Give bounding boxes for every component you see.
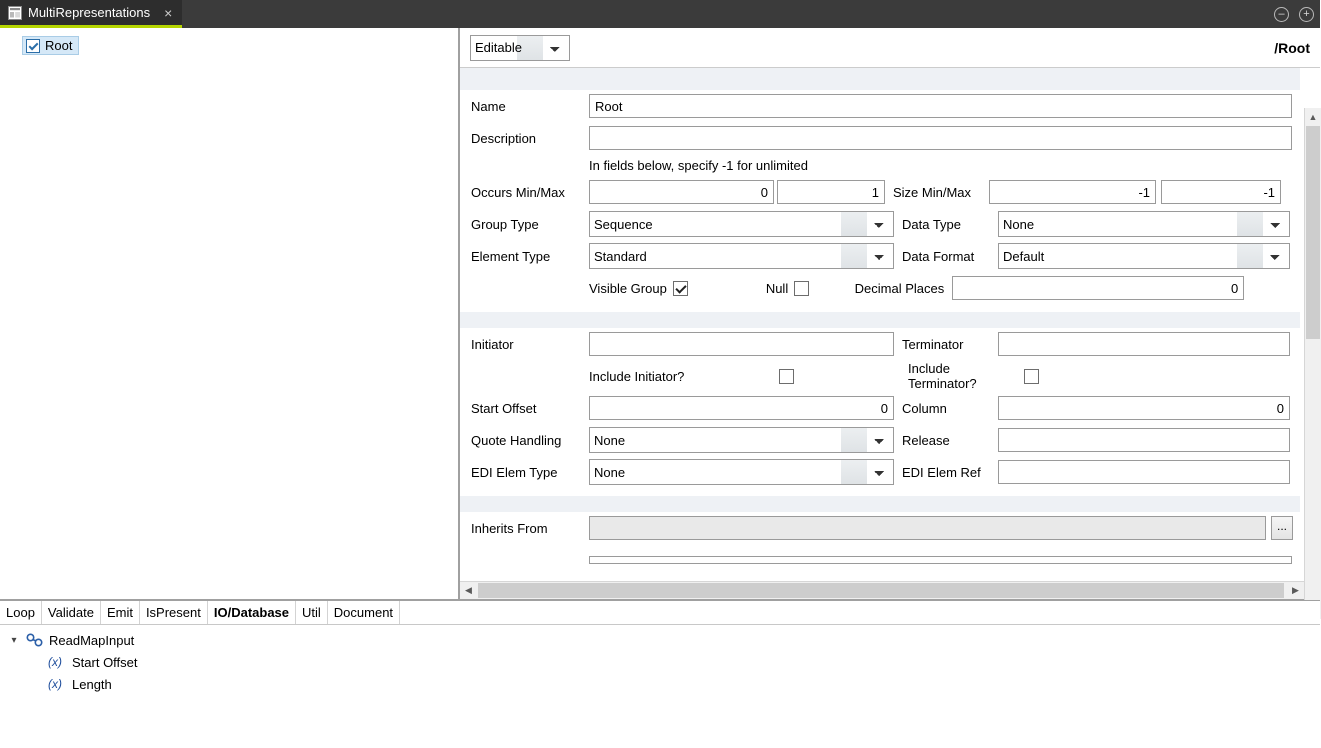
description-input[interactable] — [589, 126, 1292, 150]
terminator-input[interactable] — [998, 332, 1290, 356]
tab-io-database[interactable]: IO/Database — [208, 601, 296, 624]
section-divider-bottom — [460, 496, 1300, 512]
section-divider-middle — [460, 312, 1300, 328]
release-label: Release — [902, 432, 950, 448]
next-field-input[interactable] — [589, 556, 1292, 564]
inherits-from-input[interactable] — [589, 516, 1266, 540]
vertical-scroll-thumb[interactable] — [1306, 126, 1320, 339]
variable-icon: (x) — [48, 655, 62, 669]
row-element-data-format — [460, 240, 1300, 272]
function-tree-root[interactable] — [8, 629, 1320, 651]
null-label: Null — [765, 280, 789, 296]
row-quote-release — [460, 424, 1300, 456]
tab-ispresent[interactable]: IsPresent — [140, 601, 208, 624]
group-type-select[interactable] — [589, 211, 894, 237]
column-input[interactable] — [998, 396, 1290, 420]
row-description — [460, 122, 1300, 154]
start-offset-label: Start Offset — [471, 400, 537, 416]
document-tab[interactable] — [0, 0, 182, 28]
function-tree-item-start-offset[interactable] — [8, 651, 1320, 673]
properties-form — [460, 68, 1300, 561]
data-format-label: Data Format — [902, 248, 975, 264]
chevron-down-icon[interactable]: ▾ — [11, 634, 17, 646]
scroll-left-icon[interactable]: ◀ — [465, 585, 472, 595]
group-type-label: Group Type — [471, 216, 539, 232]
inherits-from-browse-button[interactable]: ... — [1271, 516, 1293, 540]
decimal-places-input[interactable] — [952, 276, 1244, 300]
properties-header — [460, 28, 1320, 68]
include-initiator-label: Include Initiator? — [589, 368, 685, 384]
scroll-up-icon[interactable]: ▲ — [1305, 108, 1321, 125]
size-max-input[interactable] — [1161, 180, 1281, 204]
null-checkbox[interactable] — [794, 281, 809, 296]
tree-node-root-label: Root — [45, 38, 73, 53]
tab-document[interactable]: Document — [328, 601, 400, 624]
include-terminator-checkbox[interactable] — [1024, 369, 1039, 384]
initiator-label: Initiator — [471, 336, 514, 352]
structure-tree-pane — [0, 28, 459, 600]
horizontal-scroll-thumb[interactable] — [478, 583, 1284, 598]
title-bar — [0, 0, 1320, 28]
edi-elem-ref-input[interactable] — [998, 460, 1290, 484]
scroll-right-icon[interactable]: ▶ — [1292, 585, 1299, 595]
properties-horizontal-scrollbar[interactable] — [460, 581, 1304, 599]
quote-handling-label: Quote Handling — [471, 432, 562, 448]
edi-elem-ref-label: EDI Elem Ref — [902, 464, 981, 480]
name-label: Name — [471, 98, 506, 114]
node-checkbox-icon — [26, 39, 40, 53]
quote-handling-select[interactable] — [589, 427, 894, 453]
window-icon — [8, 6, 22, 20]
function-tree-item-start-offset-label: Start Offset — [72, 654, 138, 670]
function-tree-item-length[interactable] — [8, 673, 1320, 695]
row-group-data-type — [460, 208, 1300, 240]
name-input[interactable] — [589, 94, 1292, 118]
data-type-label: Data Type — [902, 216, 962, 232]
data-format-select[interactable] — [998, 243, 1290, 269]
row-visible-null-decimal — [460, 272, 1300, 304]
row-occurs-size — [460, 176, 1300, 208]
close-icon[interactable]: × — [164, 4, 173, 21]
maximize-icon[interactable]: + — [1299, 7, 1314, 22]
tree-node-root[interactable] — [22, 36, 79, 55]
description-label: Description — [471, 130, 537, 146]
function-tree-root-label: ReadMapInput — [49, 632, 135, 648]
tab-validate[interactable]: Validate — [42, 601, 101, 624]
inherits-from-label: Inherits From — [471, 520, 548, 536]
release-input[interactable] — [998, 428, 1290, 452]
visible-group-checkbox[interactable] — [673, 281, 688, 296]
include-terminator-label: Include Terminator? — [908, 361, 977, 391]
data-type-select[interactable] — [998, 211, 1290, 237]
edi-elem-type-label: EDI Elem Type — [471, 464, 558, 480]
function-tree — [0, 625, 1320, 695]
function-tree-item-length-label: Length — [72, 676, 112, 692]
row-name — [460, 90, 1300, 122]
document-tab-label: MultiRepresentations — [28, 5, 151, 20]
row-inherits-from — [460, 512, 1300, 544]
row-initiator-terminator — [460, 328, 1300, 360]
tab-emit[interactable]: Emit — [101, 601, 140, 624]
properties-pane — [459, 28, 1320, 600]
unlimited-hint: In fields below, specify -1 for unlimited — [589, 157, 808, 173]
workspace — [0, 28, 1320, 600]
edit-mode-select[interactable] — [470, 35, 570, 61]
start-offset-input[interactable] — [589, 396, 894, 420]
element-type-select[interactable] — [589, 243, 894, 269]
tab-loop[interactable]: Loop — [0, 601, 42, 624]
section-divider-top — [460, 68, 1300, 90]
occurs-max-input[interactable] — [777, 180, 885, 204]
row-partial — [460, 544, 1300, 576]
occurs-label: Occurs Min/Max — [471, 184, 565, 200]
row-start-offset-column — [460, 392, 1300, 424]
window-controls — [1274, 0, 1314, 28]
include-initiator-checkbox[interactable] — [779, 369, 794, 384]
initiator-input[interactable] — [589, 332, 894, 356]
properties-form-scroll — [460, 68, 1321, 599]
size-min-input[interactable] — [989, 180, 1156, 204]
tab-util[interactable]: Util — [296, 601, 328, 624]
variable-icon: (x) — [48, 677, 62, 691]
decimal-places-label: Decimal Places — [854, 280, 945, 296]
terminator-label: Terminator — [902, 336, 964, 352]
edi-elem-type-select[interactable] — [589, 459, 894, 485]
column-label: Column — [902, 400, 947, 416]
node-path-label: /Root — [1274, 39, 1310, 56]
minimize-icon[interactable]: – — [1274, 7, 1289, 22]
function-panel — [0, 600, 1320, 748]
visible-group-label: Visible Group — [589, 280, 667, 296]
function-icon — [26, 633, 43, 647]
element-type-label: Element Type — [471, 248, 551, 264]
occurs-min-input[interactable] — [589, 180, 774, 204]
row-include-initiator-terminator — [460, 360, 1300, 392]
function-tabstrip — [0, 601, 1320, 625]
properties-vertical-scrollbar[interactable] — [1304, 108, 1321, 619]
size-label: Size Min/Max — [893, 184, 972, 200]
row-edi — [460, 456, 1300, 488]
